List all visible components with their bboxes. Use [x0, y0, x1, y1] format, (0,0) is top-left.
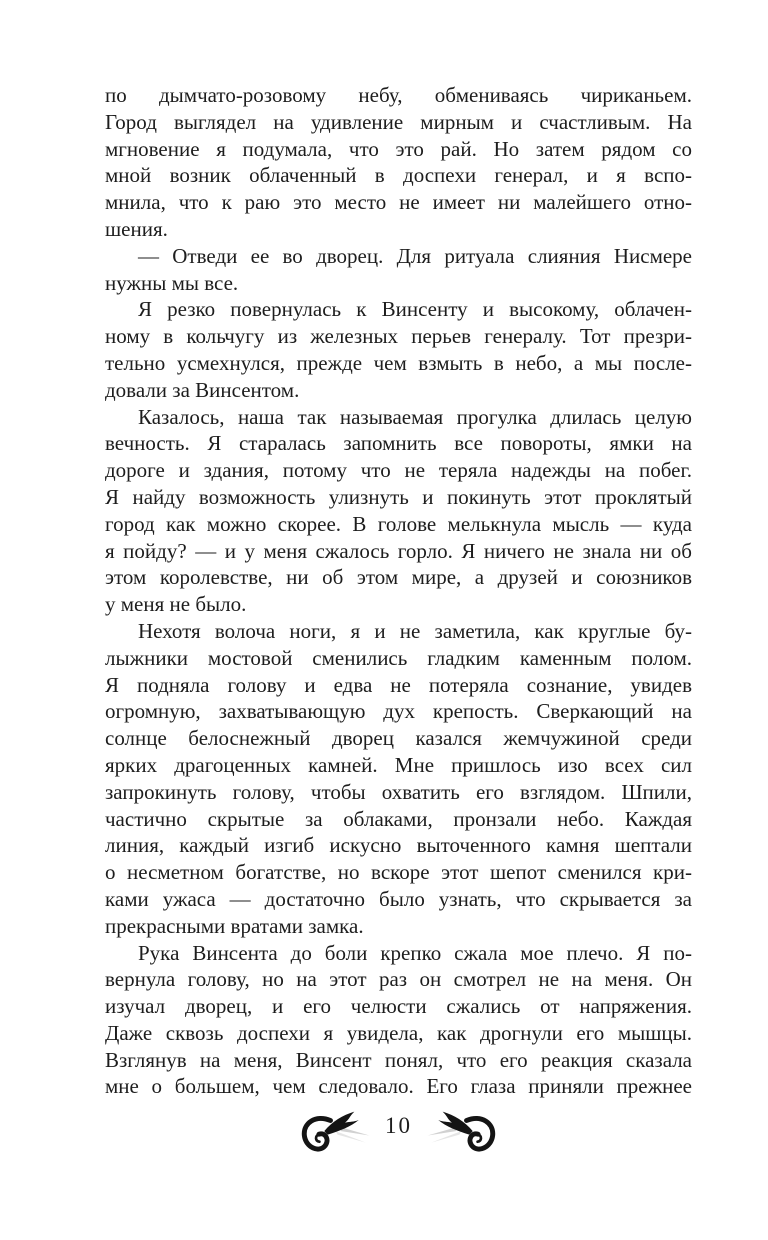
text-line: о несметном богатстве, но вскоре этот шепот сменился кри-: [105, 860, 692, 885]
text-line: довали за Винсентом.: [105, 377, 300, 402]
text-line: мнила, что к раю это место не имеет ни малейшего отно-: [105, 190, 692, 215]
text-line: Даже сквозь доспехи я увидела, как дрогнули его мышцы.: [105, 1020, 692, 1045]
text-line: прекрасными вратами замка.: [105, 913, 364, 938]
text-line: Я найду возможность улизнуть и покинуть этот проклятый: [105, 484, 692, 509]
text-line: изучал дворец, и его челюсти сжались от напряжения.: [105, 994, 692, 1019]
text-line: Взглянув на меня, Винсент понял, что его реакция сказала: [105, 1047, 692, 1072]
text-line: лыжники мостовой сменились гладким каменным полом.: [105, 645, 692, 670]
text-line: я пойду? — и у меня сжалось горло. Я ничего не знала ни об: [105, 538, 692, 563]
text-line: линия, каждый изгиб искусно выточенного камня шептали: [105, 833, 692, 858]
text-line: частично скрытые за облаками, пронзали небо. Каждая: [105, 806, 692, 831]
text-line: Нехотя волоча ноги, я и не заметила, как круглые бу-: [138, 618, 692, 643]
page-footer: [105, 1106, 692, 1158]
text-line: мгновение я подумала, что это рай. Но затем рядом со: [105, 136, 692, 161]
text-line: нужны мы все.: [105, 270, 239, 295]
text-line: ками ужаса — достаточно было узнать, что скрывается за: [105, 886, 692, 911]
text-line: Казалось, наша так называемая прогулка длилась целую: [138, 404, 692, 429]
text-line: ярких драгоценных камней. Мне пришлось изо всех сил: [105, 752, 692, 777]
text-line: Город выглядел на удивление мирным и счастливым. На: [105, 109, 692, 134]
paragraph: [105, 940, 692, 1101]
page-number: 10: [385, 1113, 412, 1138]
text-line: огромную, захватывающую дух крепость. Сверкающий на: [105, 699, 692, 724]
text-line: этом королевстве, ни об этом мире, а друзей и союзников: [105, 565, 692, 590]
text-line: — Отведи ее во дворец. Для ритуала слияния Нисмере: [138, 243, 692, 268]
text-line: Я резко повернулась к Винсенту и высокому, облачен-: [138, 297, 692, 322]
text-line: Я подняла голову и едва не потеряла сознание, увидев: [105, 672, 692, 697]
text-line: шения.: [105, 216, 168, 241]
flourish-right-icon: [426, 1109, 500, 1155]
flourish-left-icon: [297, 1109, 371, 1155]
text-line: мне о большем, чем следовало. Его глаза приняли прежнее: [105, 1074, 692, 1099]
text-line: по дымчато-розовому небу, обмениваясь чириканьем.: [105, 83, 692, 107]
paragraph: [105, 618, 692, 940]
text-line: у меня не было.: [105, 592, 247, 617]
body-text: [105, 82, 692, 1100]
text-line: дороге и здания, потому что не теряла надежды на побег.: [105, 458, 692, 483]
text-line: Рука Винсента до боли крепко сжала мое плечо. Я по-: [138, 940, 692, 965]
text-line: мной возник облаченный в доспехи генерал, и я вспо-: [105, 163, 692, 188]
text-line: тельно усмехнулся, прежде чем взмыть в небо, а мы после-: [105, 350, 692, 375]
paragraph: [105, 404, 692, 618]
text-line: ному в кольчугу из железных перьев генералу. Тот презри-: [105, 324, 692, 349]
text-line: запрокинуть голову, чтобы охватить его взглядом. Шпили,: [105, 779, 692, 804]
text-line: вечность. Я старалась запомнить все повороты, ямки на: [105, 431, 692, 456]
paragraph: [105, 296, 692, 403]
paragraph: [105, 82, 692, 243]
text-line: вернула голову, но на этот раз он смотрел не на меня. Он: [105, 967, 692, 992]
text-line: город как можно скорее. В голове мелькнула мысль — куда: [105, 511, 692, 536]
paragraph: [105, 243, 692, 297]
text-line: солнце белоснежный дворец казался жемчужиной среди: [105, 726, 692, 751]
